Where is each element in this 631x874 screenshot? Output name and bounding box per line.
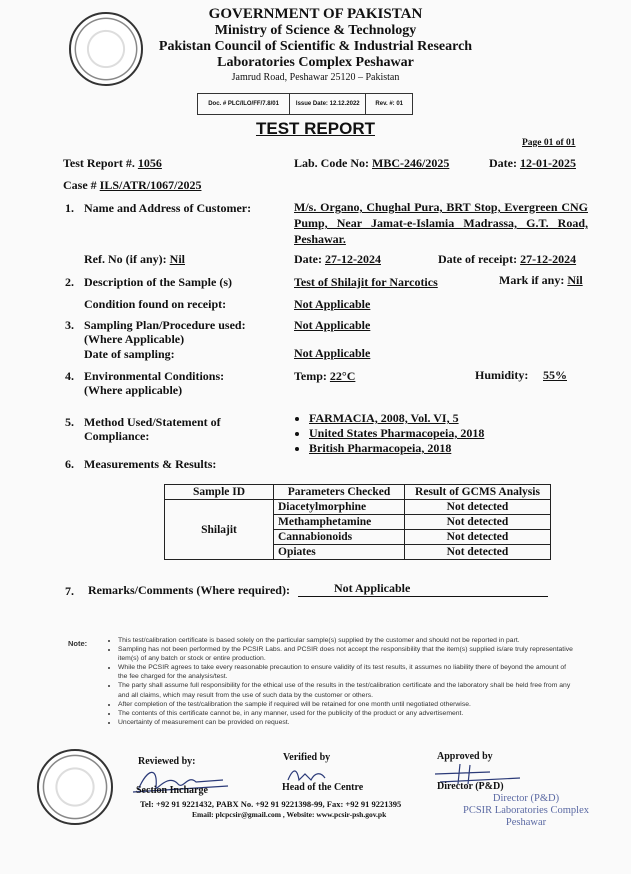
item5-label-sub: Compliance: xyxy=(84,429,150,443)
item2-number: 2. xyxy=(65,275,74,289)
case-number: ILS/ATR/1067/2025 xyxy=(99,178,202,192)
sampling-date-label: Date of sampling: xyxy=(84,347,175,361)
lab-code-row xyxy=(294,156,449,171)
remarks-label: Remarks/Comments (Where required): xyxy=(88,583,290,597)
header-address: Jamrud Road, Peshawar 25120 – Pakistan xyxy=(231,72,400,83)
condition-value: Not Applicable xyxy=(294,297,371,311)
method-item: • British Pharmacopeia, 2018 xyxy=(309,441,484,456)
sampling-plan-value: Not Applicable xyxy=(294,318,371,332)
stamp-line: Peshawar xyxy=(505,817,547,828)
pcsir-seal-stamp xyxy=(37,749,113,825)
item4-number: 4. xyxy=(65,369,74,383)
case-row xyxy=(63,178,201,193)
item6-number: 6. xyxy=(65,457,74,471)
revision: Rev. #: 01 xyxy=(375,101,403,107)
stamp-line: PCSIR Laboratories Complex xyxy=(463,805,589,816)
test-report-row xyxy=(63,156,162,171)
temperature-value: 22°C xyxy=(329,369,356,383)
report-date-value: 12-01-2025 xyxy=(519,156,576,170)
item5-label: Method Used/Statement of xyxy=(84,415,221,429)
header-council: Pakistan Council of Scientific & Industrial Research xyxy=(158,39,473,54)
mark-label: Mark if any: xyxy=(499,273,565,287)
reviewed-by-title: Section Incharge xyxy=(136,785,208,796)
result-cell: Not detected xyxy=(405,500,551,515)
footer-contact: Tel: +92 91 9221432, PABX No. +92 91 9221398-99, Fax: +92 91 9221395 xyxy=(140,799,402,809)
method-list xyxy=(291,411,484,456)
verified-by-title: Head of the Centre xyxy=(282,782,364,793)
receipt-row xyxy=(438,252,576,267)
item1-number: 1. xyxy=(65,201,74,215)
stamp-line: Director (P&D) xyxy=(492,793,560,804)
table-header-row xyxy=(165,485,551,500)
ref-label: Ref. No (if any): xyxy=(84,252,167,266)
page-title: TEST REPORT xyxy=(255,119,375,138)
test-report-label: Test Report #. xyxy=(63,156,135,170)
director-stamp xyxy=(456,793,596,829)
table-header: Parameters Checked xyxy=(274,485,405,500)
note-item: • After completion of the test/calibration the sample if required will be retained for one month until negotiated otherwise. xyxy=(118,700,576,709)
header-ministry: Ministry of Science & Technology xyxy=(214,23,417,38)
mark-row xyxy=(499,273,583,288)
temperature-row xyxy=(294,369,355,384)
mark-value: Nil xyxy=(567,273,583,287)
header-lab: Laboratories Complex Peshawar xyxy=(217,55,414,70)
approved-by-title: Director (P&D) xyxy=(437,781,504,792)
temperature-label: Temp: xyxy=(294,369,327,383)
sample-description: Test of Shilajit for Narcotics xyxy=(294,275,438,289)
receipt-label: Date of receipt: xyxy=(438,252,518,266)
result-cell: Not detected xyxy=(405,515,551,530)
approved-by-label: Approved by xyxy=(437,751,493,762)
test-report-number: 1056 xyxy=(137,156,162,170)
table-header: Sample ID xyxy=(165,485,274,500)
receipt-date: 27-12-2024 xyxy=(520,252,577,266)
page-number: Page 01 of 01 xyxy=(522,138,576,148)
item1-label: Name and Address of Customer: xyxy=(84,201,252,215)
parameter-cell: Methamphetamine xyxy=(274,515,405,530)
note-item: • This test/calibration certificate is based solely on the particular sample(s) supplied by the customer and should not be reported in part. xyxy=(118,636,576,645)
note-label: Note: xyxy=(68,639,88,648)
humidity-value: 55% xyxy=(543,368,567,382)
note-item: • While the PCSIR agrees to take every reasonable precaution to ensure validity of its test results, it assumes no liability there of beyond the amount of the fee charged for the analysis/test. xyxy=(118,663,576,681)
issue-date: Issue Date: 12.12.2022 xyxy=(290,94,366,114)
item7-number: 7. xyxy=(65,584,74,598)
reviewed-by-label: Reviewed by: xyxy=(138,756,196,767)
ref-date-label: Date: xyxy=(294,252,322,266)
parameter-cell: Cannabionoids xyxy=(274,530,405,545)
table-row xyxy=(165,500,551,515)
case-label: Case # xyxy=(63,178,97,192)
humidity-label: Humidity: xyxy=(475,368,529,382)
result-cell: Not detected xyxy=(405,530,551,545)
report-date-row xyxy=(489,156,576,171)
lab-code-label: Lab. Code No: xyxy=(294,156,370,170)
item5-number: 5. xyxy=(65,415,74,429)
ref-row xyxy=(84,252,185,267)
table-header: Result of GCMS Analysis xyxy=(405,485,551,500)
item3-label-sub: (Where Applicable) xyxy=(84,332,185,346)
item4-label: Environmental Conditions: xyxy=(84,369,225,383)
customer-address: M/s. Organo, Chughal Pura, BRT Stop, Evergreen CNG Pump, Near Jamat-e-Islamia Madrassa, G.T. Road, Peshawar. xyxy=(294,200,588,246)
item3-label: Sampling Plan/Procedure used: xyxy=(84,318,246,332)
note-item: • The contents of this certificate cannot be, in any manner, used for the publicity of the product or any advertisement. xyxy=(118,709,576,718)
header-gov: GOVERNMENT OF PAKISTAN xyxy=(208,6,423,22)
ref-value: Nil xyxy=(169,252,185,266)
item3-number: 3. xyxy=(65,318,74,332)
ref-date-row xyxy=(294,252,381,267)
notes-block xyxy=(98,636,576,727)
note-item: • The party shall assume full responsibility for the ethical use of the results in the test/calibration certificate and the laboratory shall be held free from any and all claims, which may result from the use of such data by the customer or others. xyxy=(118,681,576,699)
results-table xyxy=(164,484,551,560)
doc-number: Doc. # PLC/ILO/FF/7.8/01 xyxy=(198,94,290,114)
remarks-value: Not Applicable xyxy=(298,581,548,597)
ref-date-value: 27-12-2024 xyxy=(324,252,381,266)
report-date-label: Date: xyxy=(489,156,517,170)
note-item: • Uncertainty of measurement can be provided on request. xyxy=(118,718,576,727)
note-item: • Sampling has not been performed by the PCSIR Labs. and PCSIR does not accept the responsibility that the item(s) supplied is/are truly representative item(s) of any batch or stock or entire production. xyxy=(118,645,576,663)
doc-control-box xyxy=(197,93,413,115)
verified-by-label: Verified by xyxy=(283,752,331,763)
sampling-date-value: Not Applicable xyxy=(294,346,371,360)
parameter-cell: Diacetylmorphine xyxy=(274,500,405,515)
sample-id-cell: Shilajit xyxy=(165,500,274,560)
condition-label: Condition found on receipt: xyxy=(84,297,227,311)
result-cell: Not detected xyxy=(405,545,551,560)
item2-label: Description of the Sample (s) xyxy=(84,275,232,289)
item4-label-sub: (Where applicable) xyxy=(84,383,183,397)
method-item: • United States Pharmacopeia, 2018 xyxy=(309,426,484,441)
parameter-cell: Opiates xyxy=(274,545,405,560)
footer-email: Email: plcpcsir@gmail.com , Website: www.pcsir-psh.gov.pk xyxy=(192,810,387,819)
method-item: • FARMACIA, 2008, Vol. VI, 5 xyxy=(309,411,484,426)
item6-label: Measurements & Results: xyxy=(84,457,217,471)
lab-code-value: MBC-246/2025 xyxy=(372,156,450,170)
